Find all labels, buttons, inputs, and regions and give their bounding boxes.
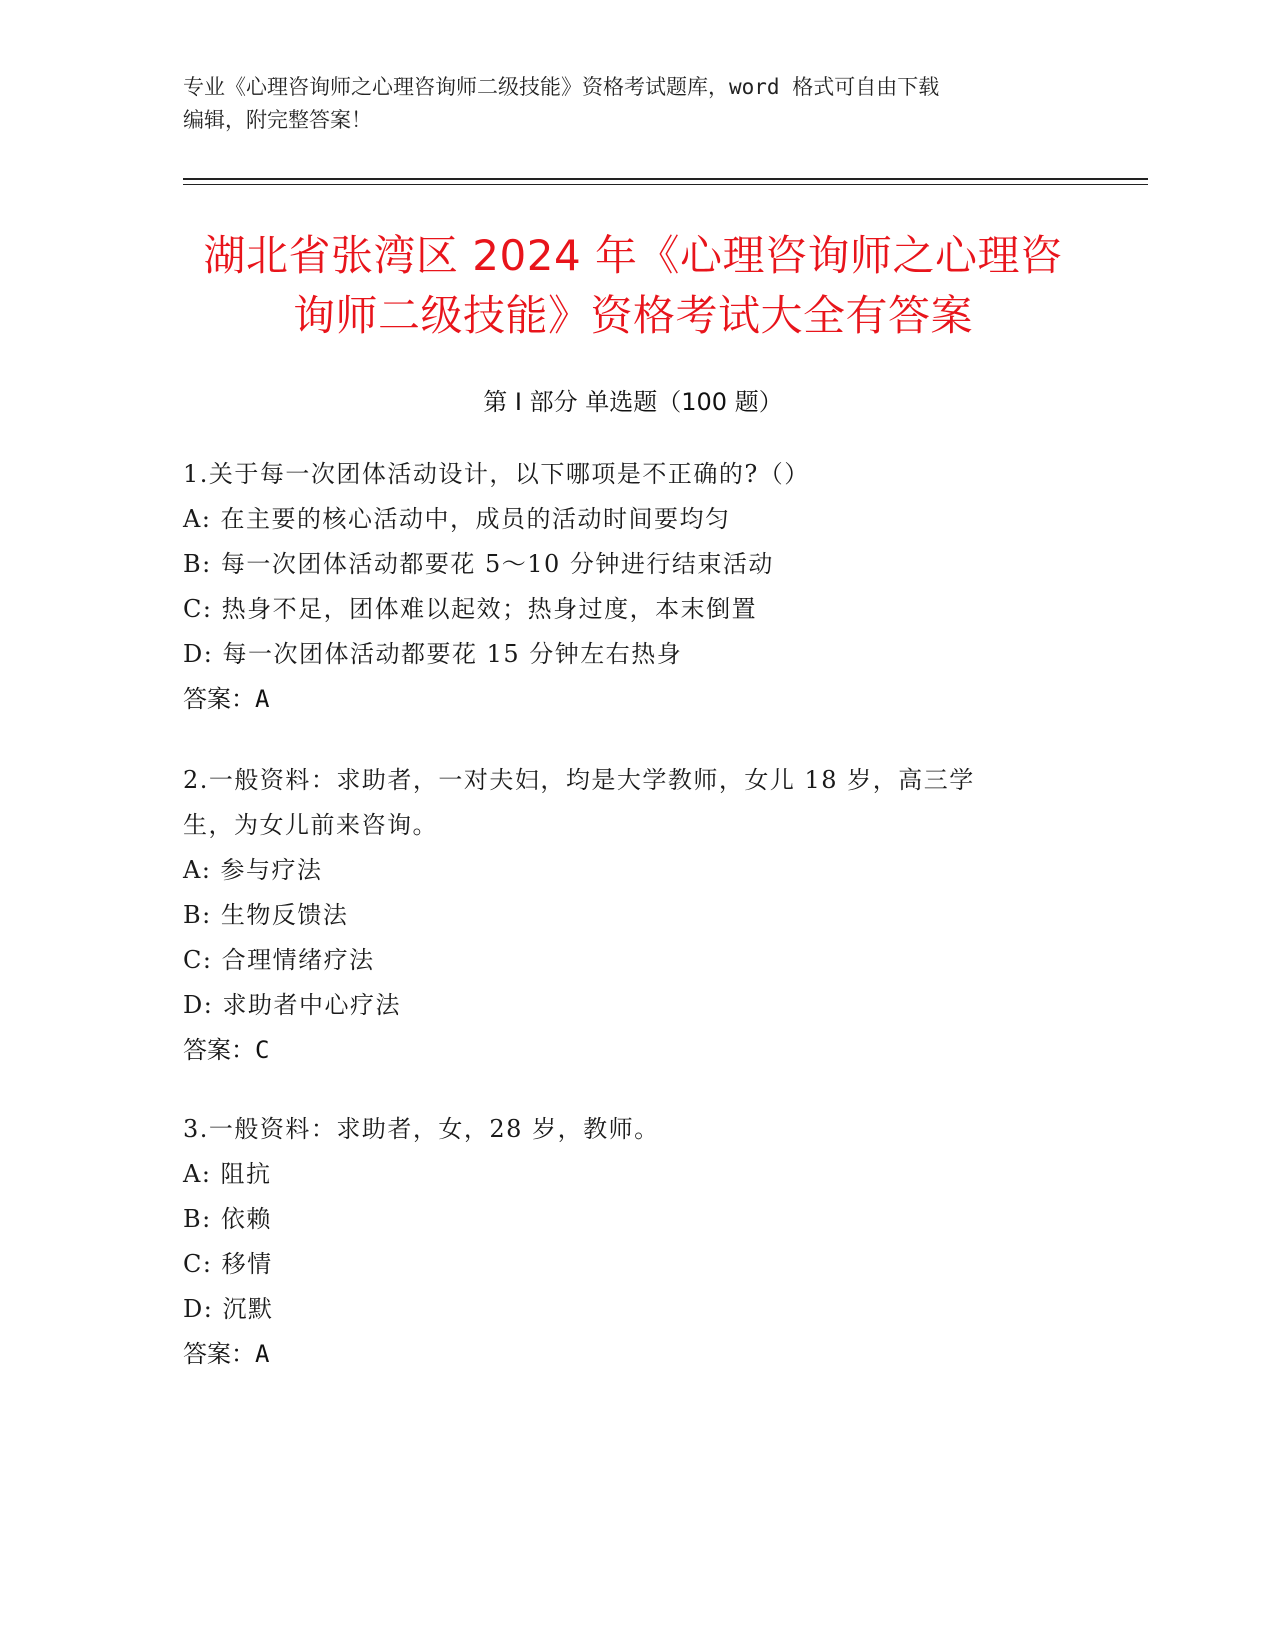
option-a: A: 阻抗: [183, 1160, 272, 1188]
header-rule-thick: [183, 178, 1148, 180]
option-b: B: 生物反馈法: [183, 901, 349, 929]
answer-label: 答案：: [183, 1036, 255, 1064]
question-stem: 1.关于每一次团体活动设计，以下哪项是不正确的?（）: [183, 460, 810, 488]
section-title: 第 I 部分 单选题（100 题）: [483, 388, 783, 416]
answer-value: C: [255, 1036, 270, 1064]
option-d: D: 每一次团体活动都要花 15 分钟左右热身: [183, 640, 683, 668]
question-stem-line1: 2.一般资料：求助者，一对夫妇，均是大学教师，女儿 18 岁，高三学: [183, 766, 975, 794]
document-title-line2: 询师二级技能》资格考试大全有答案: [292, 291, 973, 340]
question-block-2: [183, 758, 1083, 1073]
answer-label: 答案：: [183, 1340, 255, 1368]
option-c: C: 合理情绪疗法: [183, 946, 375, 974]
option-a: A: 在主要的核心活动中，成员的活动时间要均匀: [183, 505, 731, 533]
question-stem-line2: 生，为女儿前来咨询。: [183, 811, 438, 839]
question-stem: 3.一般资料：求助者，女，28 岁，教师。: [183, 1115, 660, 1143]
option-d: D: 沉默: [183, 1295, 274, 1323]
option-a: A: 参与疗法: [183, 856, 323, 884]
option-c: C: 热身不足，团体难以起效；热身过度，本末倒置: [183, 595, 758, 623]
question-block-3: [183, 1107, 1083, 1377]
header-rule-thin: [183, 184, 1148, 185]
document-title: [183, 226, 1083, 346]
answer-value: A: [255, 685, 270, 713]
option-c: C: 移情: [183, 1250, 273, 1278]
answer-line: [183, 1332, 1083, 1377]
header-note: [183, 71, 1083, 137]
question-block-1: [183, 452, 1083, 722]
option-b: B: 每一次团体活动都要花 5～10 分钟进行结束活动: [183, 550, 774, 578]
answer-label: 答案：: [183, 685, 255, 713]
header-note-line2: 编辑，附完整答案！: [183, 108, 372, 132]
header-note-line1: 专业《心理咨询师之心理咨询师二级技能》资格考试题库，word 格式可自由下载: [183, 75, 940, 99]
option-d: D: 求助者中心疗法: [183, 991, 401, 1019]
option-b: B: 依赖: [183, 1205, 272, 1233]
answer-line: [183, 1028, 1083, 1073]
answer-line: [183, 677, 1083, 722]
document-title-line1: 湖北省张湾区 2024 年《心理咨询师之心理咨: [203, 231, 1063, 280]
answer-value: A: [255, 1340, 270, 1368]
